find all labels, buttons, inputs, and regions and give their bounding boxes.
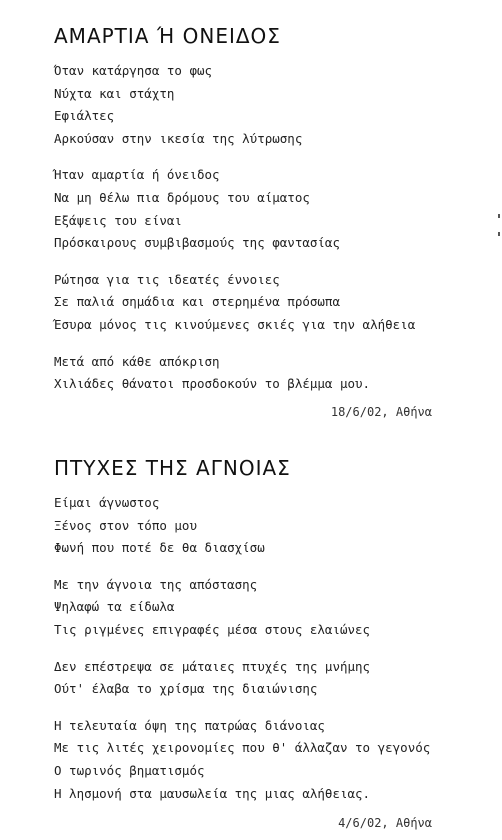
verse-line: Να μη θέλω πια δρόμους του αίματος: [54, 189, 310, 205]
stanza: [54, 574, 474, 642]
verse-line: Φωνή που ποτέ δε θα διασχίσω: [54, 540, 265, 556]
poem-ptyxes: [54, 454, 474, 833]
verse-line: Μετά από κάθε απόκριση: [54, 353, 220, 369]
verse-line: Ξένος στον τόπο μου: [54, 517, 197, 533]
verse-line: Ήταν αμαρτία ή όνειδος: [54, 167, 220, 183]
stanza: [54, 60, 474, 150]
verse-line: Η τελευταία όψη της πατρώας διάνοιας: [54, 717, 325, 733]
verse-line: Σε παλιά σημάδια και στερημένα πρόσωπα: [54, 294, 340, 310]
scan-mark: [498, 214, 500, 218]
poem-title: ΑΜΑΡΤΙΑ Ή ΟΝΕΙΔΟΣ: [54, 24, 281, 48]
verse-line: Όταν κατάργησα το φως: [54, 63, 213, 78]
stanza: [54, 656, 474, 701]
verse-line: Με την άγνοια της απόστασης: [54, 576, 258, 592]
stanza: [54, 269, 474, 337]
verse-line: Δεν επέστρεψα σε μάταιες πτυχές της μνήμης: [54, 658, 371, 674]
poem-signature: 4/6/02, Αθήνα: [338, 816, 432, 831]
poem-amartia: [54, 22, 474, 422]
verse-line: Εξάψεις του είναι: [54, 212, 182, 228]
stanza: [54, 164, 474, 254]
poem-signature: 18/6/02, Αθήνα: [330, 404, 432, 419]
verse-line: Ψηλαφώ τα είδωλα: [54, 599, 175, 615]
verse-line: Η λησμονή στα μαυσωλεία της μιας αλήθειας.: [54, 785, 371, 801]
verse-line: Αρκούσαν στην ικεσία της λύτρωσης: [54, 130, 303, 146]
verse-line: Τις ριγμένες επιγραφές μέσα στους ελαιώνες: [54, 621, 371, 637]
poem-title: ΠΤΥΧΕΣ ΤΗΣ ΑΓΝΟΙΑΣ: [54, 456, 291, 480]
verse-line: Ο τωρινός βηματισμός: [54, 762, 205, 778]
scan-mark: [498, 232, 500, 236]
verse-line: Ούτ' έλαβα το χρίσμα της διαιώνισης: [54, 681, 318, 697]
verse-line: Νύχτα και στάχτη: [54, 85, 175, 101]
verse-line: Ρώτησα για τις ιδεατές έννοιες: [54, 271, 280, 287]
verse-line: Είμαι άγνωστος: [54, 495, 160, 510]
stanza: [54, 351, 474, 396]
verse-line: Έσυρα μόνος τις κινούμενες σκιές για την αλήθεια: [54, 316, 416, 332]
verse-line: Εφιάλτες: [54, 108, 115, 124]
verse-line: Πρόσκαιρους συμβιβασμούς της φαντασίας: [54, 235, 340, 251]
stanza: [54, 492, 474, 560]
verse-line: Με τις λιτές χειρονομίες που θ' άλλαζαν το γεγονός: [54, 740, 431, 756]
verse-line: Χιλιάδες θάνατοι προσδοκούν το βλέμμα μου.: [54, 376, 371, 392]
stanza: [54, 715, 474, 805]
